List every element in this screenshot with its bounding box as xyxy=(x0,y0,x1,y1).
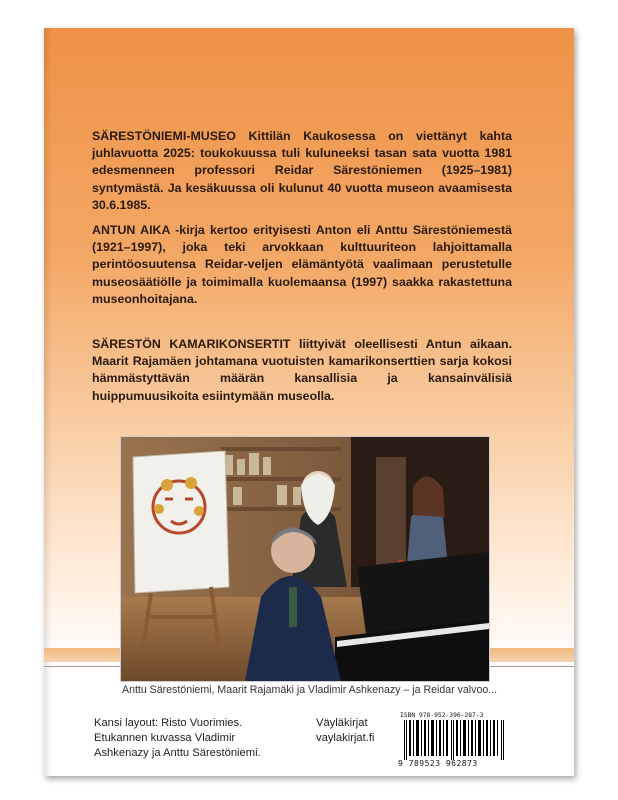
barcode-icon xyxy=(398,720,512,760)
isbn-barcode xyxy=(398,712,512,770)
cover-credits xyxy=(94,716,304,761)
credits-line: Ashkenazy ja Anttu Särestöniemi. xyxy=(94,747,261,759)
paragraph-book xyxy=(92,222,512,308)
photo-caption: Anttu Särestöniemi, Maarit Rajamäki ja Vladimir Ashkenazy – ja Reidar valvoo... xyxy=(122,684,498,696)
paragraph-body: Kittilän Kaukosessa on viettänyt kahta juhlavuotta 2025: toukokuussa tuli kuluneeksi tasan sata vuotta 1981 edesmenneen professori Reidar Särestöniemen (1925–1981) syntymästä. Ja kesäkuussa oli kulunut 40 vuotta museon avaamisesta 30.6.1985. xyxy=(92,129,512,212)
paragraph-lead: SÄRESTÖNIEMI-MUSEO xyxy=(92,129,236,143)
photo-illustration xyxy=(121,437,489,681)
paragraph-museum xyxy=(92,128,512,214)
publisher-name: Väyläkirjat xyxy=(316,717,368,729)
credits-line: Etukannen kuvassa Vladimir xyxy=(94,732,236,744)
paragraph-lead: SÄRESTÖN KAMARIKONSERTIT xyxy=(92,337,291,351)
isbn-number: ISBN 978-952-396-287-3 xyxy=(400,712,484,719)
paragraph-body: -kirja kertoo erityisesti Anton eli Anttu Särestöniemestä (1921–1997), joka teki arvokkaan kulttuuriteon lahjoittamalla perintöosuutensa Reidar-veljen elämäntyötä vaalimaan perustetulle museosäätiölle ja toimimalla kuolemaansa (1997) saakka rakastettuna museonhoitajana. xyxy=(92,223,512,306)
credits-line: Kansi layout: Risto Vuorimies. xyxy=(94,717,243,729)
paragraph-concerts xyxy=(92,336,512,405)
paragraph-lead: ANTUN AIKA xyxy=(92,223,170,237)
barcode-digits: 9 789523 962873 xyxy=(398,759,478,768)
spine-shadow xyxy=(44,28,52,776)
paragraph-body: liittyivät oleellisesti Antun aikaan. Maarit Rajamäen johtamana vuotuisten kamarikonserttien sarja kokosi hämmästyttävän määrän kansallisia ja kansainvälisiä huippumuusikoita esiintymään museolla. xyxy=(92,337,513,403)
publisher-info xyxy=(316,716,396,746)
cover-photo xyxy=(120,436,490,682)
publisher-url: vaylakirjat.fi xyxy=(316,732,375,744)
